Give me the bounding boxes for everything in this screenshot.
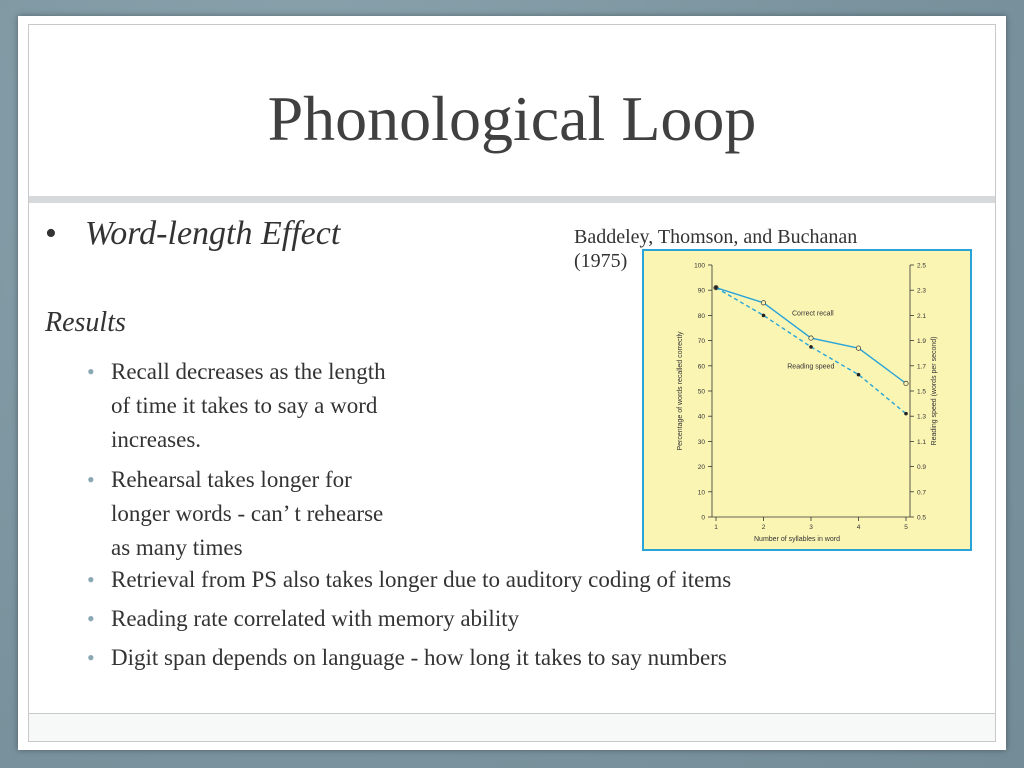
chart-figure (642, 249, 972, 551)
y-tick-label-right: 0.5 (917, 514, 927, 522)
y-tick-label-left: 60 (697, 363, 705, 371)
sub-bullet-marker: • (87, 645, 95, 670)
citation-line: Baddeley, Thomson, and Buchanan (574, 226, 858, 248)
sub-bullet (87, 463, 383, 565)
sub-bullet (87, 641, 727, 675)
y-tick-label-right: 1.3 (917, 413, 927, 421)
y-tick-label-left: 90 (697, 287, 705, 295)
sub-bullet-line: Digit span depends on language - how long it takes to say numbers (111, 645, 727, 670)
title-area (29, 25, 995, 193)
data-point (904, 381, 908, 385)
y-tick-label-left: 40 (697, 413, 705, 421)
y-tick-label-left: 70 (697, 338, 705, 346)
sub-bullet-line: Retrieval from PS also takes longer due to auditory coding of items (111, 567, 732, 592)
series-label: Reading speed (787, 363, 835, 371)
slide (18, 16, 1006, 750)
data-point (856, 346, 860, 350)
y-tick-label-right: 1.7 (917, 363, 927, 371)
sub-bullet-line: increases. (111, 427, 202, 452)
data-point (809, 336, 813, 340)
y-tick-label-left: 80 (697, 312, 705, 320)
y-tick-label-right: 2.5 (917, 262, 927, 270)
y-axis-label-left: Percentage of words recalled correctly (677, 331, 684, 451)
y-tick-label-right: 1.5 (917, 388, 927, 396)
y-tick-label-left: 100 (694, 262, 705, 270)
slide-frame (28, 24, 996, 742)
sub-bullet-line: Reading rate correlated with memory ability (111, 606, 520, 631)
x-tick-label: 5 (904, 524, 908, 531)
y-tick-label-left: 50 (697, 388, 705, 396)
series-line (716, 288, 906, 414)
slide-title: Phonological Loop (267, 83, 757, 154)
citation-line: (1975) (574, 250, 628, 272)
x-tick-label: 4 (856, 524, 861, 531)
data-point (761, 301, 765, 305)
sub-bullet-line: as many times (111, 535, 243, 560)
y-tick-label-right: 1.1 (917, 438, 927, 446)
sub-bullet-line: longer words - can’ t rehearse (111, 501, 384, 526)
sub-bullet (87, 602, 519, 636)
y-tick-label-left: 10 (697, 489, 705, 497)
y-tick-label-right: 1.9 (917, 338, 927, 346)
x-tick-label: 2 (761, 524, 766, 531)
line-chart (644, 251, 970, 549)
y-axis-label-right: Reading speed (words per second) (931, 336, 938, 446)
data-point (714, 286, 718, 290)
sub-bullet-marker: • (87, 567, 95, 592)
footer-band (29, 714, 995, 741)
sub-bullet (87, 355, 386, 457)
x-tick-label: 3 (809, 524, 813, 531)
y-tick-label-right: 2.1 (917, 312, 927, 320)
sub-bullet-line: Recall decreases as the length (111, 359, 386, 384)
title-divider (29, 196, 995, 203)
y-tick-label-right: 2.3 (917, 287, 927, 295)
sub-bullet-marker: • (87, 467, 95, 492)
sub-bullet-line: of time it takes to say a word (111, 393, 378, 418)
y-tick-label-left: 30 (697, 438, 705, 446)
sub-bullet-line: Rehearsal takes longer for (111, 467, 352, 492)
y-tick-label-right: 0.9 (917, 464, 927, 472)
x-tick-label: 1 (714, 524, 718, 531)
data-point (809, 345, 813, 349)
y-tick-label-left: 0 (701, 514, 705, 522)
series-label: Correct recall (792, 310, 834, 318)
main-bullet-text: Word-length Effect (85, 215, 341, 252)
data-point (762, 314, 766, 318)
y-tick-label-left: 20 (697, 464, 705, 472)
sub-bullet-marker: • (87, 606, 95, 631)
y-tick-label-right: 0.7 (917, 489, 927, 497)
main-bullet (45, 215, 340, 253)
x-axis-label: Number of syllables in word (754, 536, 840, 543)
data-point (904, 412, 908, 416)
sub-bullet (87, 563, 731, 597)
sub-bullet-marker: • (87, 359, 95, 384)
results-heading: Results (45, 307, 126, 338)
data-point (857, 373, 861, 377)
bullet-marker: • (45, 215, 57, 252)
